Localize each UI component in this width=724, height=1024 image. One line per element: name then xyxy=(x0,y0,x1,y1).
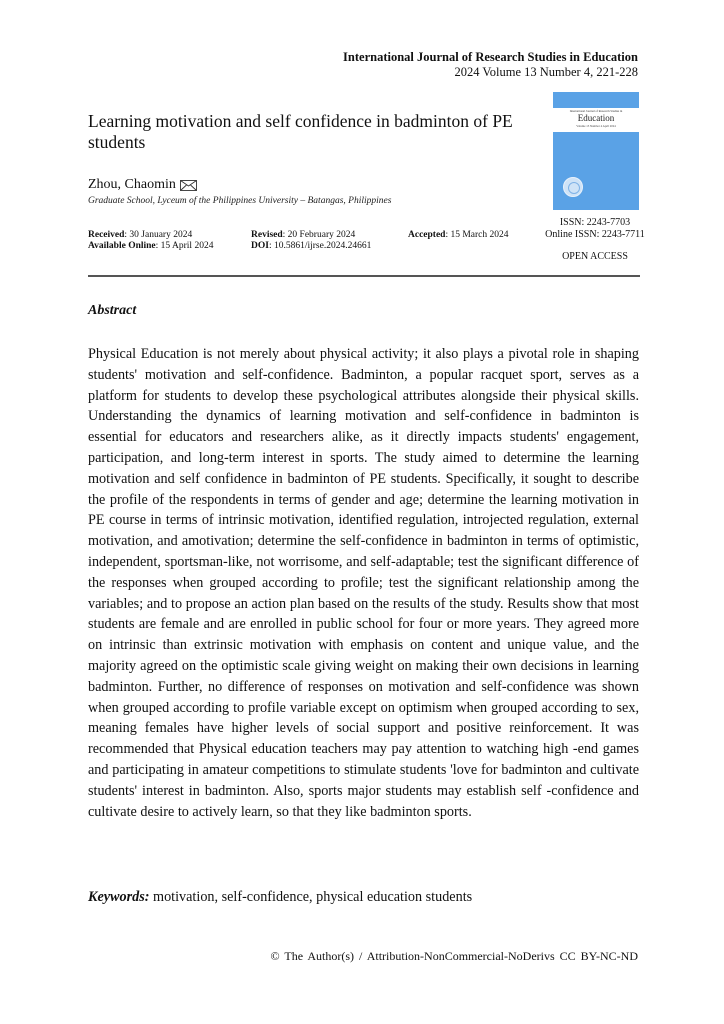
received-date: : 30 January 2024 xyxy=(124,230,193,240)
author-affiliation: Graduate School, Lyceum of the Philippines University – Batangas, Philippines xyxy=(88,196,392,206)
accepted-label: Accepted xyxy=(408,230,446,240)
seal-icon xyxy=(563,177,583,197)
keywords-label: Keywords: xyxy=(88,889,150,905)
cover-small-text: International Journal of Research Studies in xyxy=(569,109,623,113)
available-date: : 15 April 2024 xyxy=(155,241,214,251)
journal-issue: 2024 Volume 13 Number 4, 221-228 xyxy=(454,65,638,79)
dates-column-3 xyxy=(408,230,509,241)
cover-title: Education xyxy=(577,113,615,123)
received-label: Received xyxy=(88,230,125,240)
available-label: Available Online xyxy=(88,241,156,251)
journal-cover-image xyxy=(553,92,639,210)
open-access-label: OPEN ACCESS xyxy=(562,251,628,262)
online-issn: Online ISSN: 2243-7711 xyxy=(545,229,645,240)
dates-column-1 xyxy=(88,230,213,252)
revised-label: Revised xyxy=(251,230,283,240)
author-line xyxy=(88,177,197,193)
cover-band xyxy=(553,92,639,108)
keywords-value: motivation, self-confidence, physical education students xyxy=(149,889,473,905)
header-divider xyxy=(88,275,640,277)
abstract-body: Physical Education is not merely about physical activity; it also plays a pivotal role in shaping students' motivation and self-confidence. Badminton, a popular racquet sport, serves as a platform for students to develop these psychological attributes alongside their physical skills. Understanding the dynamics of learning motivation and self-confidence in badminton is essential for educators and researchers alike, as it directly impacts students' engagement, participation, and long-term interest in sports. The study aimed to determine the learning motivation and self confidence in badminton of PE students. Specifically, it sought to describe the profile of the respondents in terms of gender and age; determine the learning motivation in PE course in terms of intrinsic motivation, identified regulation, introjected regulation, external motivation, and amotivation; determine the self-confidence in badminton in terms of optimistic, independent, sportsman-like, not worrisome, and self-adaptable; test the significant difference of the responses when grouped according to profile; test the significant relationship among the variables; and to propose an action plan based on the results of the study. Results show that most students are female and are enrolled in public school for four or more years. They agreed more on intrinsic than extrinsic motivation with emphasis on content and unique value, and the majority agreed on the optimistic scale giving weight on making their own decisions in learning badminton. Further, no difference of responses on motivation and self-confidence was shown when grouped according to profile variable except on optimism when grouped according to sex, meaning females have higher levels of social support and positive reinforcement. It was recommended that Physical education teachers may pay attention to watching high -end games and participating in amateur competitions to stimulate students 'love for badminton and cultivate students' interest in badminton. Also, sports major students may establish self -confidence and cultivate desire to actively learn, so that they like badminton sports. xyxy=(88,346,639,820)
license-footer: © The Author(s) / Attribution-NonCommercial-NoDerivs CC BY-NC-ND xyxy=(270,949,638,963)
cover-title-area xyxy=(553,108,639,132)
issn: ISSN: 2243-7703 xyxy=(559,217,631,228)
cover-sub-text: Volume 13 Number 4 April 2024 xyxy=(576,124,616,128)
dates-column-2 xyxy=(251,230,371,252)
author-name: Zhou, Chaomin xyxy=(88,177,176,192)
abstract-heading: Abstract xyxy=(88,303,137,318)
revised-date: : 20 February 2024 xyxy=(282,230,356,240)
accepted-date: : 15 March 2024 xyxy=(445,230,509,240)
journal-name: International Journal of Research Studies in Education xyxy=(343,50,638,64)
doi-label: DOI xyxy=(251,241,269,251)
issn-block xyxy=(545,217,645,263)
mail-icon[interactable] xyxy=(180,180,197,191)
article-title: Learning motivation and self confidence in badminton of PE students xyxy=(88,111,513,152)
keywords xyxy=(88,889,472,906)
doi-value[interactable]: : 10.5861/ijrse.2024.24661 xyxy=(268,241,372,251)
journal-header xyxy=(343,50,638,80)
